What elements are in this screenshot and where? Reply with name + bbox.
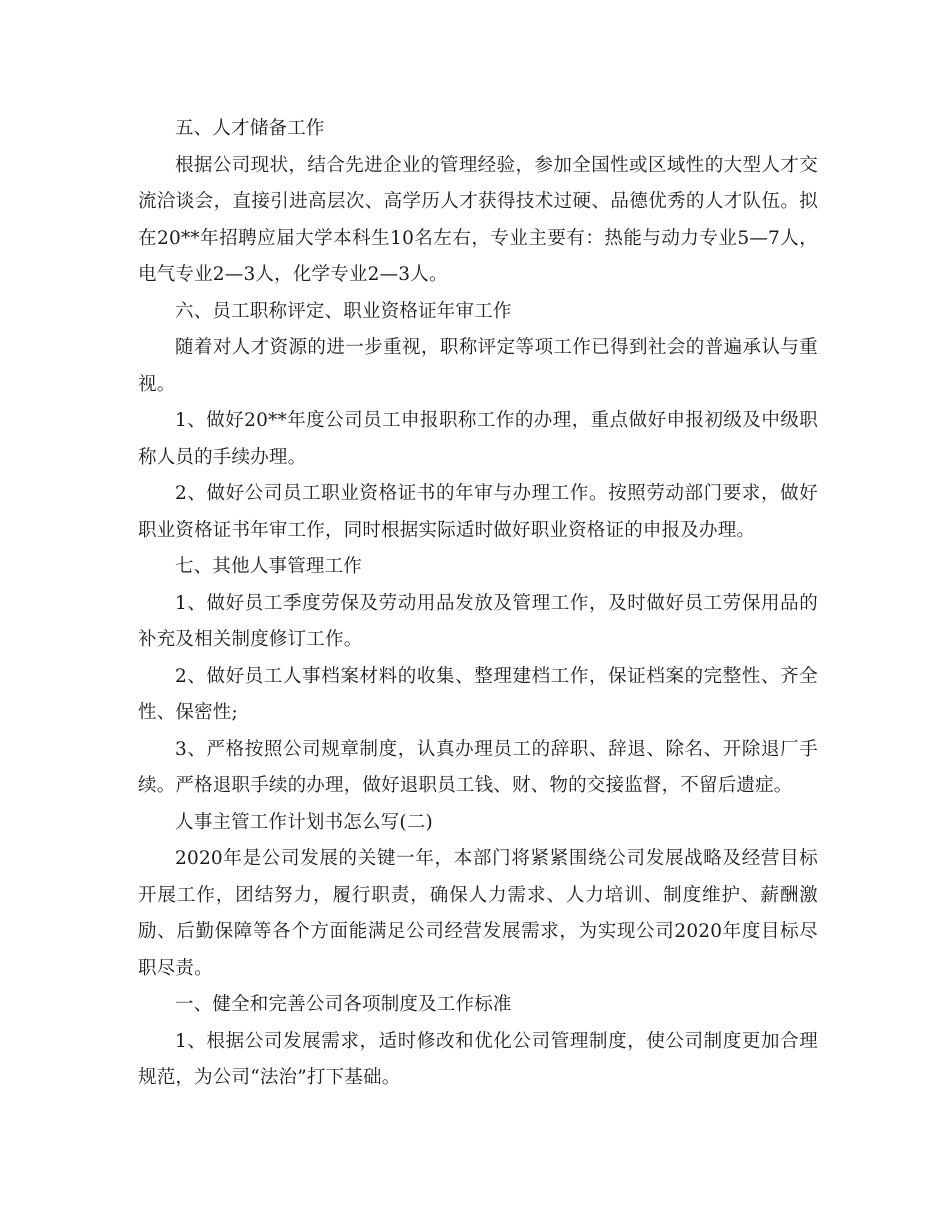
section-heading-talent-reserve: 五、人才储备工作 bbox=[175, 118, 325, 139]
document-subtitle: 人事主管工作计划书怎么写(二) bbox=[175, 811, 433, 833]
paragraph-annual-overview: 2020年是公司发展的关键一年，本部门将紧紧围绕公司发展战略及经营目标开展工作，团结努力，履行职责，确保人力需求、人力培训、制度维护、薪酬激励、后勤保障等各个方面能满足公司经营发展需求，为实现公司2020年度目标尽职尽责。 bbox=[138, 848, 818, 979]
list-item-labor-protection: 1、做好员工季度劳保及劳动用品发放及管理工作，及时做好员工劳保用品的补充及相关制度修订工作。 bbox=[138, 592, 818, 650]
section-heading-title-evaluation: 六、员工职称评定、职业资格证年审工作 bbox=[175, 300, 512, 322]
list-item-optimize-systems: 1、根据公司发展需求，适时修改和优化公司管理制度，使公司制度更加合理规范，为公司“法治”打下基础。 bbox=[138, 1030, 818, 1088]
list-item-personnel-archives: 2、做好员工人事档案材料的收集、整理建档工作，保证档案的完整性、齐全性、保密性; bbox=[138, 665, 818, 723]
paragraph-title-evaluation-intro: 随着对人才资源的进一步重视，职称评定等项工作已得到社会的普遍承认与重视。 bbox=[138, 337, 818, 395]
section-heading-improve-systems: 一、健全和完善公司各项制度及工作标准 bbox=[175, 994, 512, 1015]
paragraph-talent-reserve: 根据公司现状，结合先进企业的管理经验，参加全国性或区域性的大型人才交流洽谈会，直接引进高层次、高学历人才获得技术过硬、品德优秀的人才队伍。拟在20**年招聘应届大学本科生10名左右，专业主要有：热能与动力专业5—7人，电气专业2—3人，化学专业2—3人。 bbox=[138, 154, 818, 285]
section-heading-other-hr-work: 七、其他人事管理工作 bbox=[175, 556, 363, 577]
list-item-title-application: 1、做好20**年度公司员工申报职称工作的办理，重点做好申报初级及中级职称人员的手续办理。 bbox=[138, 410, 818, 468]
document-body bbox=[138, 111, 818, 1097]
list-item-certificate-review: 2、做好公司员工职业资格证书的年审与办理工作。按照劳动部门要求，做好职业资格证书年审工作，同时根据实际适时做好职业资格证的申报及办理。 bbox=[138, 483, 818, 541]
list-item-resignation-procedures: 3、严格按照公司规章制度，认真办理员工的辞职、辞退、除名、开除退厂手续。严格退职手续的办理，做好退职员工钱、财、物的交接监督，不留后遗症。 bbox=[138, 738, 818, 796]
